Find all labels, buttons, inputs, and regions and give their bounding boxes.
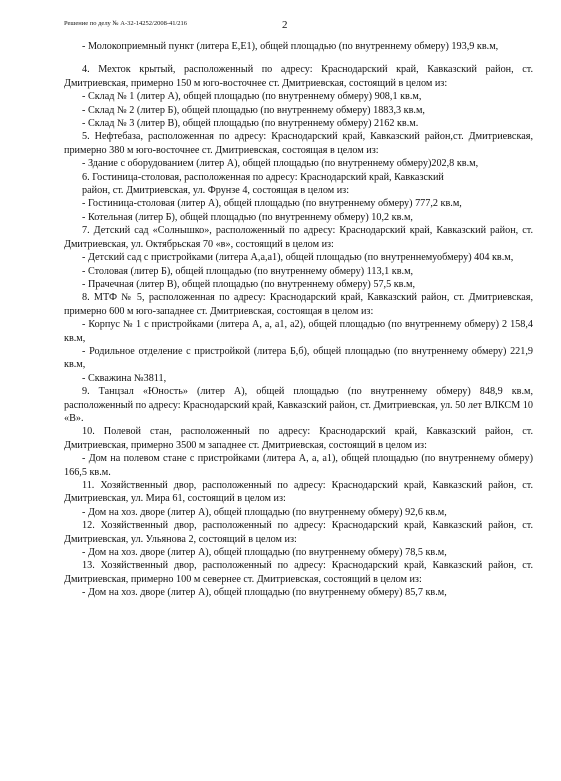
paragraph: 8. МТФ № 5, расположенная по адресу: Краснодарский край, Кавказский район, ст. Дмитриевская, примерно 600 м юго-западнее ст. Дмитриевская, состоящая в целом из: bbox=[64, 292, 533, 317]
paragraph: - Детский сад с пристройками (литера А,а,а1), общей площадью (по внутреннемуобмеру) 404 кв.м, bbox=[82, 252, 514, 264]
paragraph: - Дом на хоз. дворе (литер А), общей площадью (по внутреннему обмеру) 92,6 кв.м, bbox=[82, 506, 447, 518]
paragraph: - Дом на полевом стане с пристройками (литера А, а, а1), общей площадью (по внутреннему обмеру) 166,5 кв.м. bbox=[64, 453, 533, 478]
paragraph: - Родильное отделение с пристройкой (литера Б,б), общей площадью (по внутреннему обмеру) 221,9 кв.м, bbox=[64, 345, 533, 371]
page-number: 2 bbox=[282, 19, 288, 31]
case-reference-header: Решение по делу № А-32-14252/2008-41/216 bbox=[64, 20, 188, 27]
paragraph: - Скважина №3811, bbox=[82, 372, 167, 384]
paragraph: - Склад № 3 (литер В), общей площадью (по внутреннему обмеру) 2162 кв.м. bbox=[82, 118, 419, 130]
paragraph: - Дом на хоз. дворе (литер А), общей площадью (по внутреннему обмеру) 78,5 кв.м, bbox=[82, 547, 447, 559]
paragraph: - Здание с оборудованием (литер А), общей площадью (по внутреннему обмеру)202,8 кв.м, bbox=[82, 158, 479, 170]
paragraph: 13. Хозяйственный двор, расположенный по адресу: Краснодарский край, Кавказский район, ст. Дмитриевская, примерно 100 м севернее ст. Дмитриевская, состоящий в целом из: bbox=[64, 560, 533, 585]
paragraph: 12. Хозяйственный двор, расположенный по адресу: Краснодарский край, Кавказский район, ст. Дмитриевская, ул. Ульянова 2, состоящий в целом из: bbox=[64, 520, 533, 545]
paragraph: - Молокоприемный пункт (литера Е,Е1), общей площадью (по внутреннему обмеру) 193,9 кв.м, bbox=[82, 41, 499, 52]
paragraph: - Котельная (литер Б), общей площадью (по внутреннему обмеру) 10,2 кв.м, bbox=[82, 211, 413, 223]
paragraph: - Склад № 1 (литер А), общей площадью (по внутреннему обмеру) 908,1 кв.м, bbox=[82, 91, 422, 103]
paragraph: 4. Мехток крытый, расположенный по адресу: Краснодарский край, Кавказский район, ст. Дмитриевская, примерно 150 м юго-восточнее ст. Дмитриевская, состоящий в целом из: bbox=[64, 64, 533, 89]
paragraph: - Дом на хоз. дворе (литер А), общей площадью (по внутреннему обмеру) 85,7 кв.м, bbox=[82, 587, 447, 599]
paragraph: 5. Нефтебаза, расположенная по адресу: Краснодарский край, Кавказский район,ст. Дмитриевская, примерно 380 м юго-восточнее ст. Дмитриевская, состоящая в целом из: bbox=[64, 131, 533, 156]
paragraph: район, ст. Дмитриевская, ул. Фрунзе 4, состоящая в целом из: bbox=[82, 185, 350, 197]
paragraph: 7. Детский сад «Солнышко», расположенный по адресу: Краснодарский край, Кавказский район, ст. Дмитриевская, ул. Октябрьская 70 «в», состоящий в целом из: bbox=[64, 225, 533, 250]
paragraph: - Гостиница-столовая (литер А), общей площадью (по внутреннему обмеру) 777,2 кв.м, bbox=[82, 198, 462, 210]
paragraph: - Корпус № 1 с пристройками (литера А, а, а1, а2), общей площадью (по внутреннему обмеру) 2 158,4 кв.м, bbox=[64, 319, 533, 344]
paragraph: - Столовая (литер Б), общей площадью (по внутреннему обмеру) 113,1 кв.м, bbox=[82, 265, 414, 277]
document-body bbox=[64, 40, 533, 600]
paragraph: - Склад № 2 (литер Б), общей площадью (по внутреннему обмеру) 1883,3 кв.м, bbox=[82, 104, 425, 116]
paragraph: 9. Танцзал «Юность» (литер А), общей площадью (по внутреннему обмеру) 848,9 кв.м, расположенный по адресу: Краснодарский край, Кавказский район, ст. Дмитриевская, ул. 50 лет ВЛКСМ 10 «В». bbox=[64, 386, 533, 424]
paragraph: 11. Хозяйственный двор, расположенный по адресу: Краснодарский край, Кавказский район, ст. Дмитриевская, ул. Мира 61, состоящий в целом из: bbox=[64, 480, 533, 505]
paragraph: 6. Гостиница-столовая, расположенная по адресу: Краснодарский край, Кавказский bbox=[82, 171, 444, 183]
paragraph: - Прачечная (литер В), общей площадью (по внутреннему обмеру) 57,5 кв.м, bbox=[82, 278, 416, 290]
paragraph: 10. Полевой стан, расположенный по адресу: Краснодарский край, Кавказский район, ст. Дмитриевская, примерно 3500 м западнее ст. Дмитриевская, состоящий в целом из: bbox=[64, 426, 533, 451]
